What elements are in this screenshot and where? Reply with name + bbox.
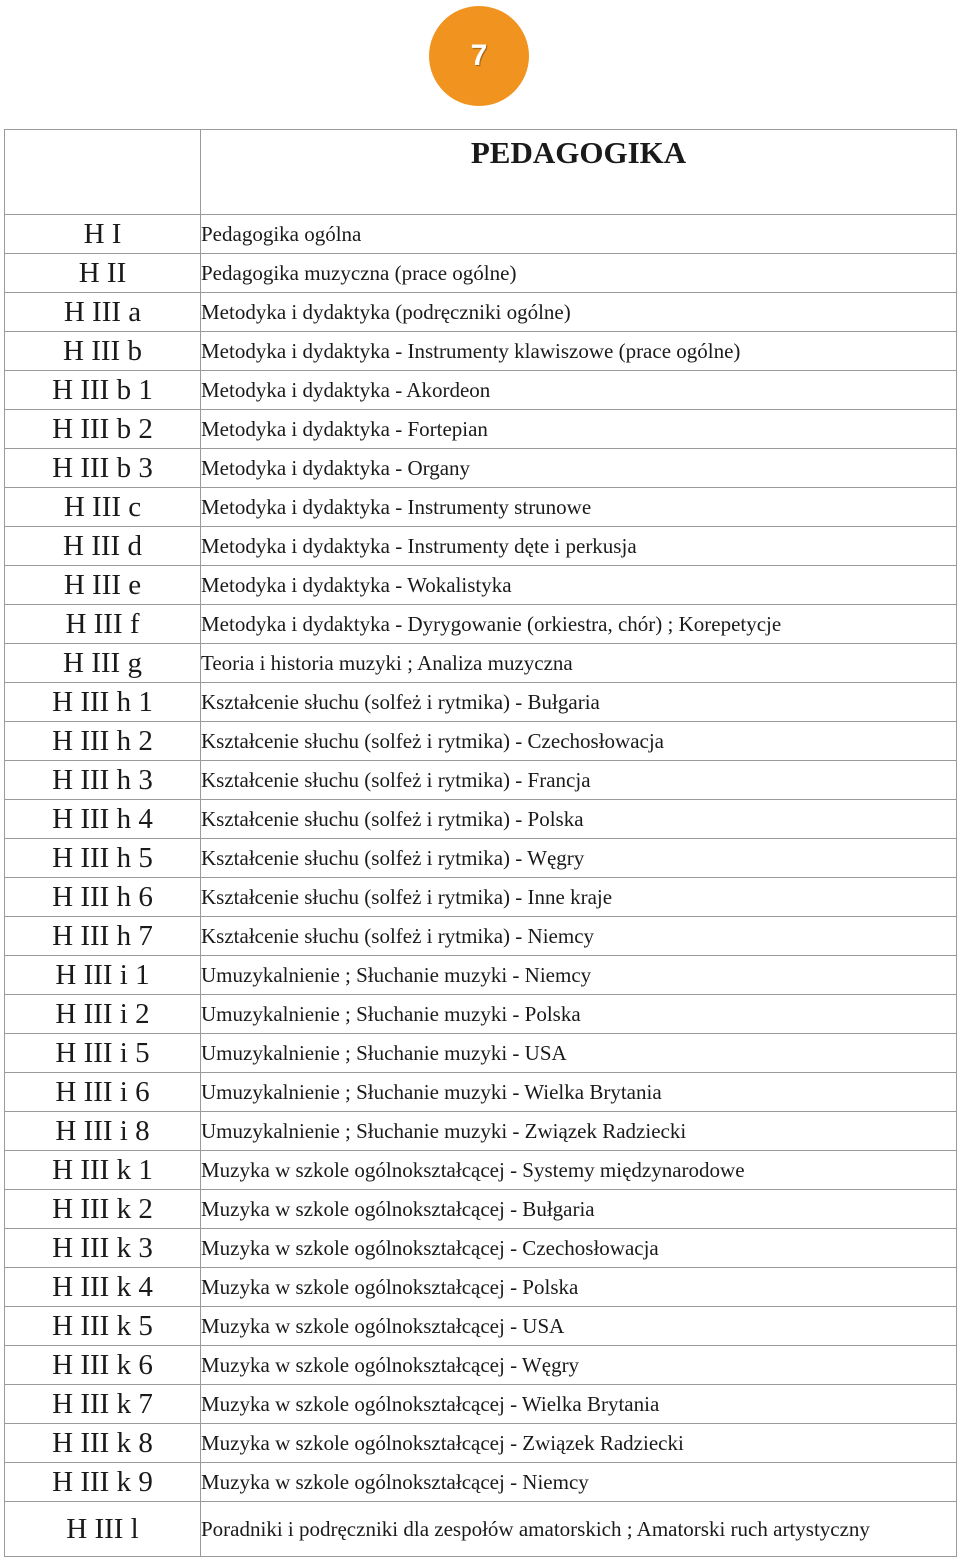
classification-description: Kształcenie słuchu (solfeż i rytmika) - Inne kraje — [201, 878, 957, 917]
table-row — [5, 488, 957, 527]
classification-description: Kształcenie słuchu (solfeż i rytmika) - Bułgaria — [201, 683, 957, 722]
classification-code: H III h 3 — [5, 761, 201, 800]
classification-description: Metodyka i dydaktyka - Fortepian — [201, 410, 957, 449]
classification-description: Muzyka w szkole ogólnokształcącej - Polska — [201, 1268, 957, 1307]
classification-code: H III k 6 — [5, 1346, 201, 1385]
classification-code: H I — [5, 215, 201, 254]
classification-description: Kształcenie słuchu (solfeż i rytmika) - Węgry — [201, 839, 957, 878]
classification-description: Metodyka i dydaktyka - Dyrygowanie (orkiestra, chór) ; Korepetycje — [201, 605, 957, 644]
classification-table — [4, 129, 957, 1557]
classification-description: Teoria i historia muzyki ; Analiza muzyczna — [201, 644, 957, 683]
classification-code: H III i 1 — [5, 956, 201, 995]
classification-code: H III h 7 — [5, 917, 201, 956]
table-row — [5, 1034, 957, 1073]
classification-description: Muzyka w szkole ogólnokształcącej - Systemy międzynarodowe — [201, 1151, 957, 1190]
classification-code: H III k 5 — [5, 1307, 201, 1346]
classification-code: H III i 2 — [5, 995, 201, 1034]
table-row — [5, 1190, 957, 1229]
table-row — [5, 1151, 957, 1190]
table-row — [5, 878, 957, 917]
classification-description: Pedagogika muzyczna (prace ogólne) — [201, 254, 957, 293]
table-row — [5, 410, 957, 449]
classification-description: Metodyka i dydaktyka - Instrumenty klawiszowe (prace ogólne) — [201, 332, 957, 371]
table-row — [5, 1268, 957, 1307]
table-row — [5, 1073, 957, 1112]
classification-code: H III c — [5, 488, 201, 527]
classification-code: H III b 3 — [5, 449, 201, 488]
classification-description: Poradniki i podręczniki dla zespołów amatorskich ; Amatorski ruch artystyczny — [201, 1502, 957, 1557]
classification-code: H III b 1 — [5, 371, 201, 410]
classification-code: H III k 8 — [5, 1424, 201, 1463]
table-row — [5, 1385, 957, 1424]
classification-code: H III k 4 — [5, 1268, 201, 1307]
classification-description: Muzyka w szkole ogólnokształcącej - USA — [201, 1307, 957, 1346]
classification-code: H III k 1 — [5, 1151, 201, 1190]
classification-description: Muzyka w szkole ogólnokształcącej - Związek Radziecki — [201, 1424, 957, 1463]
table-header-row — [5, 130, 957, 215]
classification-code: H III i 8 — [5, 1112, 201, 1151]
table-row — [5, 1502, 957, 1557]
table-row — [5, 1112, 957, 1151]
table-row — [5, 1424, 957, 1463]
table-row — [5, 956, 957, 995]
table-row — [5, 1463, 957, 1502]
table-row — [5, 605, 957, 644]
classification-code: H III h 4 — [5, 800, 201, 839]
classification-description: Metodyka i dydaktyka - Akordeon — [201, 371, 957, 410]
classification-description: Kształcenie słuchu (solfeż i rytmika) - Polska — [201, 800, 957, 839]
table-row — [5, 800, 957, 839]
classification-code: H III h 2 — [5, 722, 201, 761]
classification-description: Muzyka w szkole ogólnokształcącej - Czechosłowacja — [201, 1229, 957, 1268]
classification-description: Metodyka i dydaktyka (podręczniki ogólne) — [201, 293, 957, 332]
classification-description: Muzyka w szkole ogólnokształcącej - Bułgaria — [201, 1190, 957, 1229]
classification-description: Kształcenie słuchu (solfeż i rytmika) - Niemcy — [201, 917, 957, 956]
table-row — [5, 839, 957, 878]
section-title: PEDAGOGIKA — [201, 130, 957, 215]
table-row — [5, 644, 957, 683]
classification-code: H III l — [5, 1502, 201, 1557]
classification-description: Muzyka w szkole ogólnokształcącej - Węgry — [201, 1346, 957, 1385]
table-row — [5, 722, 957, 761]
table-row — [5, 1307, 957, 1346]
classification-description: Metodyka i dydaktyka - Organy — [201, 449, 957, 488]
classification-description: Umuzykalnienie ; Słuchanie muzyki - Niemcy — [201, 956, 957, 995]
classification-code: H III h 5 — [5, 839, 201, 878]
table-row — [5, 254, 957, 293]
table-row — [5, 761, 957, 800]
table-row — [5, 917, 957, 956]
classification-description: Metodyka i dydaktyka - Instrumenty strunowe — [201, 488, 957, 527]
classification-code: H III k 2 — [5, 1190, 201, 1229]
classification-code: H III d — [5, 527, 201, 566]
classification-code: H III k 3 — [5, 1229, 201, 1268]
classification-code: H III k 9 — [5, 1463, 201, 1502]
table-row — [5, 449, 957, 488]
table-row — [5, 332, 957, 371]
classification-code: H III e — [5, 566, 201, 605]
classification-description: Metodyka i dydaktyka - Wokalistyka — [201, 566, 957, 605]
classification-description: Umuzykalnienie ; Słuchanie muzyki - Związek Radziecki — [201, 1112, 957, 1151]
classification-code: H III b — [5, 332, 201, 371]
classification-description: Umuzykalnienie ; Słuchanie muzyki - Polska — [201, 995, 957, 1034]
header-empty-cell — [5, 130, 201, 215]
classification-description: Muzyka w szkole ogólnokształcącej - Niemcy — [201, 1463, 957, 1502]
classification-description: Kształcenie słuchu (solfeż i rytmika) - Czechosłowacja — [201, 722, 957, 761]
classification-code: H III a — [5, 293, 201, 332]
table-row — [5, 995, 957, 1034]
table-row — [5, 1346, 957, 1385]
classification-description: Kształcenie słuchu (solfeż i rytmika) - Francja — [201, 761, 957, 800]
page-number-badge: 7 — [429, 6, 529, 106]
classification-table-body — [5, 130, 957, 1557]
table-row — [5, 293, 957, 332]
classification-code: H III g — [5, 644, 201, 683]
classification-description: Pedagogika ogólna — [201, 215, 957, 254]
classification-code: H III b 2 — [5, 410, 201, 449]
classification-code: H III f — [5, 605, 201, 644]
classification-code: H III i 6 — [5, 1073, 201, 1112]
table-row — [5, 371, 957, 410]
classification-code: H III i 5 — [5, 1034, 201, 1073]
classification-code: H III h 6 — [5, 878, 201, 917]
classification-description: Metodyka i dydaktyka - Instrumenty dęte i perkusja — [201, 527, 957, 566]
table-row — [5, 566, 957, 605]
table-row — [5, 1229, 957, 1268]
table-row — [5, 683, 957, 722]
classification-description: Umuzykalnienie ; Słuchanie muzyki - Wielka Brytania — [201, 1073, 957, 1112]
table-row — [5, 215, 957, 254]
classification-description: Muzyka w szkole ogólnokształcącej - Wielka Brytania — [201, 1385, 957, 1424]
classification-description: Umuzykalnienie ; Słuchanie muzyki - USA — [201, 1034, 957, 1073]
classification-code: H II — [5, 254, 201, 293]
table-row — [5, 527, 957, 566]
classification-code: H III k 7 — [5, 1385, 201, 1424]
classification-code: H III h 1 — [5, 683, 201, 722]
